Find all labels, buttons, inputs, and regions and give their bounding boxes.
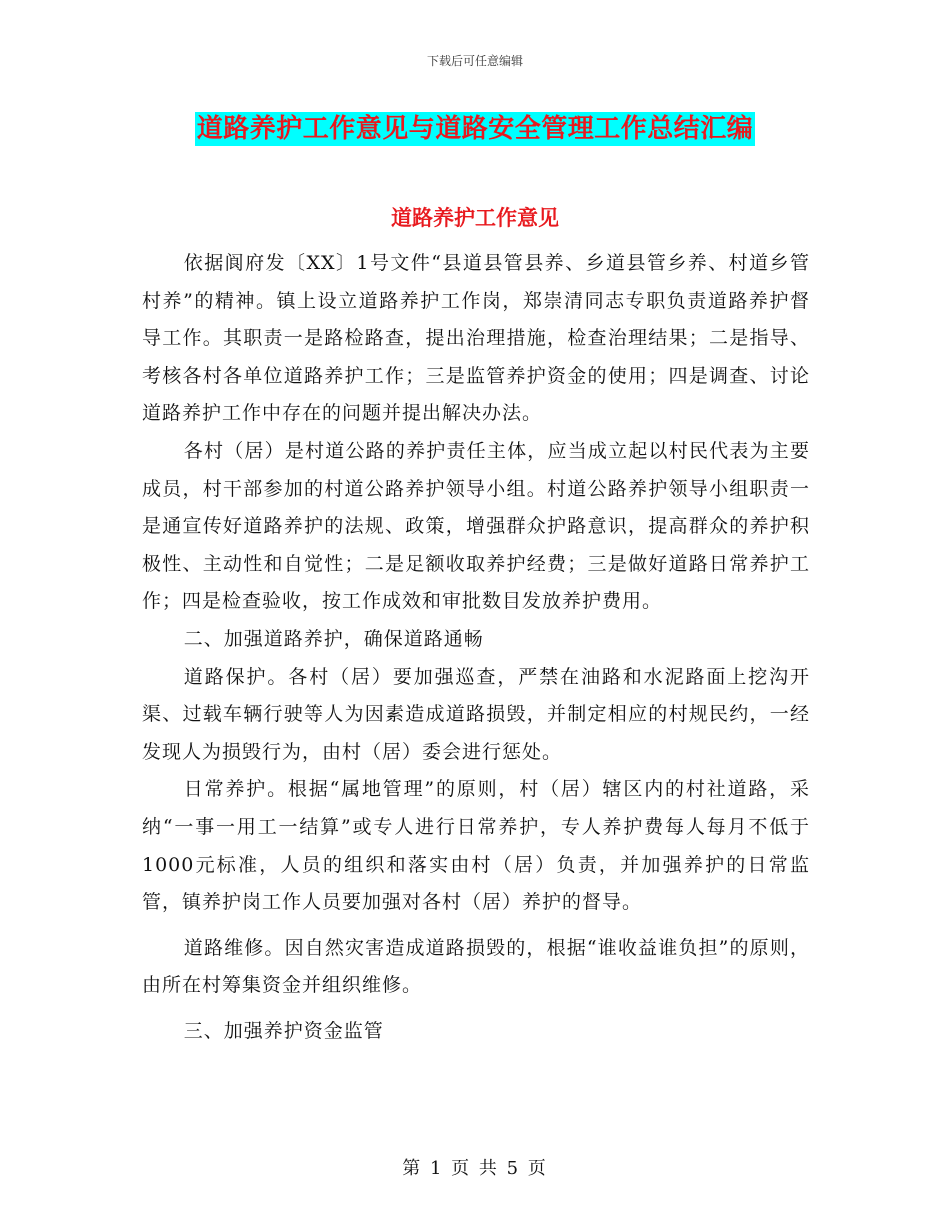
paragraph: 道路保护。各村（居）要加强巡查，严禁在油路和水泥路面上挖沟开渠、过载车辆行驶等人为因素造成道路损毁，并制定相应的村规民约，一经发现人为损毁行为，由村（居）委会进行惩处。 xyxy=(142,665,810,763)
paragraph-heading: 三、加强养护资金监管 xyxy=(183,1019,384,1042)
main-title-container xyxy=(0,112,950,146)
paragraph: 依据阆府发〔XX〕1号文件“县道县管县养、乡道县管乡养、村道乡管村养”的精神。镇上设立道路养护工作岗，郑崇清同志专职负责道路养护督导工作。其职责一是路检路查，提出治理措施，检查治理结果；二是指导、考核各村各单位道路养护工作；三是监管养护资金的使用；四是调查、讨论道路养护工作中存在的问题并提出解决办法。 xyxy=(142,252,810,425)
paragraph: 日常养护。根据“属地管理”的原则，村（居）辖区内的村社道路，采纳“一事一用工一结算”或专人进行日常养护，专人养护费每人每月不低于1000元标准，人员的组织和落实由村（居）负责，并加强养护的日常监管，镇养护岗工作人员要加强对各村（居）养护的督导。 xyxy=(142,778,810,914)
paragraph: 道路维修。因自然灾害造成道路损毁的，根据“谁收益谁负担”的原则，由所在村筹集资金并组织维修。 xyxy=(142,936,810,997)
header-note: 下载后可任意编辑 xyxy=(426,54,523,68)
page-footer: 第 1 页 共 5 页 xyxy=(402,1158,548,1179)
section-title: 道路养护工作意见 xyxy=(391,205,559,230)
body-text xyxy=(142,245,810,1050)
paragraph: 各村（居）是村道公路的养护责任主体，应当成立起以村民代表为主要成员，村干部参加的村道公路养护领导小组。村道公路养护领导小组职责一是通宣传好道路养护的法规、政策，增强群众护路意识，提高群众的养护积极性、主动性和自觉性；二是足额收取养护经费；三是做好道路日常养护工作；四是检查验收，按工作成效和审批数目发放养护费用。 xyxy=(142,439,810,613)
paragraph-heading: 二、加强道路养护，确保道路通畅 xyxy=(183,627,484,650)
main-title: 道路养护工作意见与道路安全管理工作总结汇编 xyxy=(196,114,754,144)
